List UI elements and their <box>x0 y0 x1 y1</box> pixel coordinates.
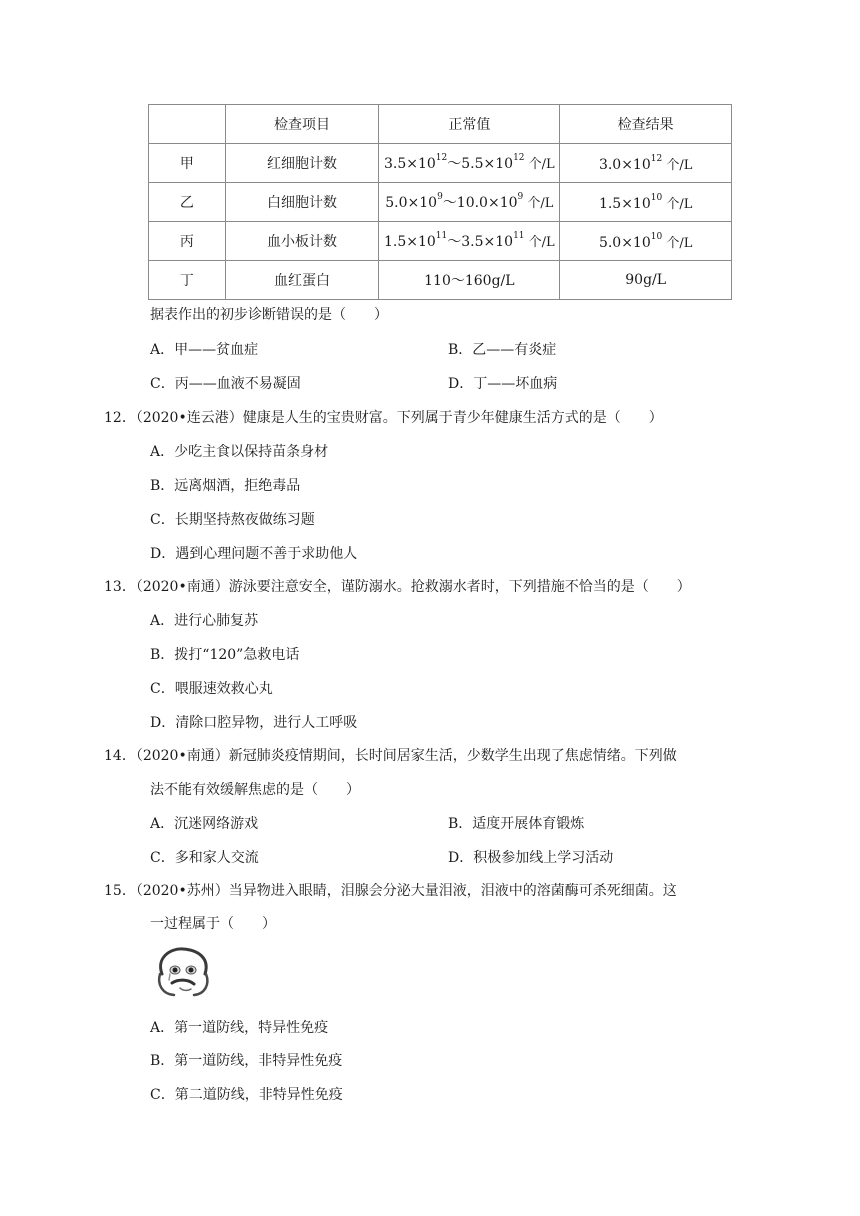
row-item: 白细胞计数 <box>225 183 379 222</box>
table-header-item: 检查项目 <box>225 105 379 144</box>
row-label: 乙 <box>149 183 226 222</box>
q14-option-d[interactable]: D．积极参加线上学习活动 <box>448 850 614 866</box>
table-header-normal: 正常值 <box>379 105 560 144</box>
q11-option-a[interactable]: A．甲——贫血症 <box>150 342 259 358</box>
row-result: $1.5\times 10^{10}$ 个/L <box>560 183 732 222</box>
table-header-row <box>149 105 732 144</box>
q13-option-a[interactable]: A．进行心肺复苏 <box>150 613 259 629</box>
q14-option-b[interactable]: B．适度开展体育锻炼 <box>448 816 585 832</box>
q13-stem: 13．（2020•南通）游泳要注意安全，谨防溺水。抢救溺水者时，下列措施不恰当的是（ ） <box>104 579 691 595</box>
q12-stem: 12．（2020•连云港）健康是人生的宝贵财富。下列属于青少年健康生活方式的是（ ） <box>104 410 663 426</box>
table-header-blank <box>149 105 226 144</box>
tearful-face-illustration <box>150 944 216 1000</box>
q12-option-a[interactable]: A．少吃主食以保持苗条身材 <box>150 444 329 460</box>
q12-option-d[interactable]: D．遇到心理问题不善于求助他人 <box>150 546 358 562</box>
q15-option-c[interactable]: C．第二道防线，非特异性免疫 <box>150 1087 343 1103</box>
q15-stem-line-2: 一过程属于（ ） <box>150 916 276 932</box>
q14-option-c[interactable]: C．多和家人交流 <box>150 850 259 866</box>
row-result: $3.0\times 10^{12}$ 个/L <box>560 144 732 183</box>
q14-option-a[interactable]: A．沉迷网络游戏 <box>150 816 259 832</box>
row-label: 丁 <box>149 261 226 300</box>
q12-option-b[interactable]: B．远离烟酒，拒绝毒品 <box>150 478 301 494</box>
q15-option-a[interactable]: A．第一道防线，特异性免疫 <box>150 1020 329 1036</box>
q11-option-c[interactable]: C．丙——血液不易凝固 <box>150 376 301 392</box>
table-row <box>149 183 732 222</box>
row-normal: $3.5\times 10^{12}\sim 5.5\times 10^{12}$ 个/L <box>379 144 560 183</box>
row-label: 丙 <box>149 222 226 261</box>
q13-option-d[interactable]: D．清除口腔异物，进行人工呼吸 <box>150 715 358 731</box>
row-item: 红细胞计数 <box>225 144 379 183</box>
blood-test-table <box>148 104 732 300</box>
row-normal: $5.0\times 10^9\sim 10.0\times 10^9$ 个/L <box>379 183 560 222</box>
row-normal: $1.5\times 10^{11}\sim 3.5\times 10^{11}$ 个/L <box>379 222 560 261</box>
table-header-result: 检查结果 <box>560 105 732 144</box>
row-item: 血小板计数 <box>225 222 379 261</box>
q14-stem-line-1: 14．（2020•南通）新冠肺炎疫情期间，长时间居家生活，少数学生出现了焦虑情绪。下列做 <box>104 748 677 764</box>
q13-option-b[interactable]: B．拨打“120”急救电话 <box>150 647 300 663</box>
row-item: 血红蛋白 <box>225 261 379 300</box>
q14-stem-line-2: 法不能有效缓解焦虑的是（ ） <box>150 782 360 798</box>
q15-option-b[interactable]: B．第一道防线，非特异性免疫 <box>150 1053 343 1069</box>
row-label: 甲 <box>149 144 226 183</box>
q13-option-c[interactable]: C．喂服速效救心丸 <box>150 681 273 697</box>
row-result: 90g/L <box>560 261 732 300</box>
q15-stem-line-1: 15．（2020•苏州）当异物进入眼睛，泪腺会分泌大量泪液，泪液中的溶菌酶可杀死细菌。这 <box>104 883 677 899</box>
q12-option-c[interactable]: C．长期坚持熬夜做练习题 <box>150 512 315 528</box>
table-row <box>149 261 732 300</box>
table-row <box>149 222 732 261</box>
q11-option-b[interactable]: B．乙——有炎症 <box>448 342 557 358</box>
q11-stem: 据表作出的初步诊断错误的是（ ） <box>150 307 388 323</box>
row-result: $5.0\times 10^{10}$ 个/L <box>560 222 732 261</box>
table-row <box>149 144 732 183</box>
row-normal: 110～160g/L <box>379 261 560 300</box>
q11-option-d[interactable]: D．丁——坏血病 <box>448 376 558 392</box>
